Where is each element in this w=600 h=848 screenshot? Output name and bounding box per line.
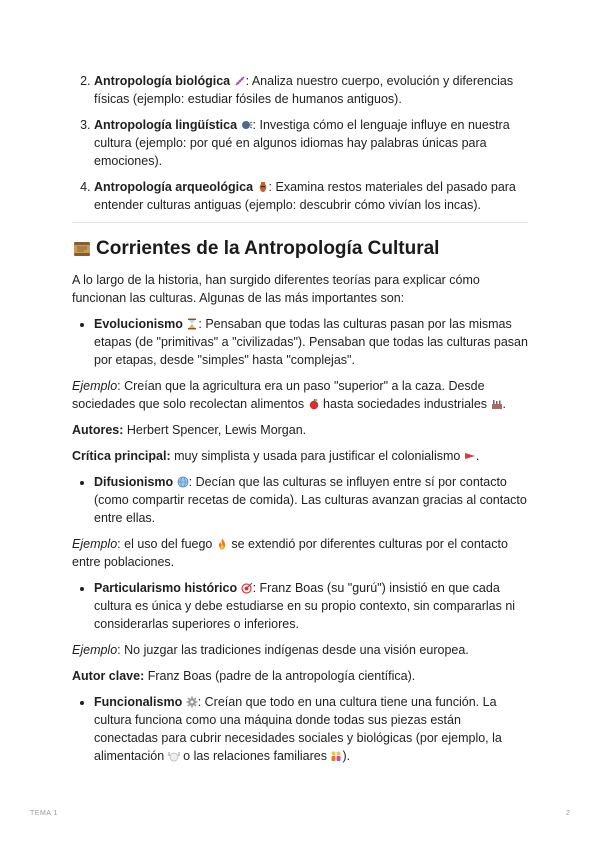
- example-particularismo: [72, 641, 528, 659]
- list-item: [94, 178, 528, 214]
- example-label: Ejemplo: [72, 537, 118, 551]
- list-item: [94, 693, 528, 765]
- example-label: Ejemplo: [72, 643, 118, 657]
- globe-icon: [177, 476, 189, 488]
- example-text: .: [502, 397, 507, 411]
- section-title: [72, 237, 528, 261]
- critique-text: muy simplista y usada para justificar el colonialismo: [170, 449, 461, 463]
- dna-icon: [234, 75, 246, 87]
- text-funcionalismo-2: o las relaciones familiares: [179, 749, 327, 763]
- text-biologica: : Analiza nuestro cuerpo, evolución y diferencias físicas (ejemplo: estudiar fósiles de humanos antiguos).: [94, 74, 514, 106]
- authors-evolucionismo: [72, 421, 528, 439]
- text-arqueologica: : Examina restos materiales del pasado para entender culturas antiguas (ejemplo: descubrir cómo vivían los incas).: [94, 180, 516, 212]
- author-text: Franz Boas (padre de la antropología científica).: [144, 669, 416, 683]
- hourglass-icon: [186, 318, 198, 330]
- example-evolucionismo: [72, 377, 528, 413]
- text-particularismo: : Franz Boas (su "gurú") insistió en que cada cultura es única y debe estudiarse en su propio contexto, sin compararlas ni considerarlas superiores o inferiores.: [94, 581, 516, 631]
- text-evolucionismo: : Pensaban que todas las culturas pasan por las mismas etapas (de "primitivas" a "civilizadas"). Pensaban que todas las culturas pasan por etapas, desde "simples" hasta "complejas".: [94, 317, 528, 367]
- flag-icon: [464, 450, 476, 462]
- difusionismo-list: [72, 473, 528, 527]
- author-label: Autor clave:: [72, 669, 145, 683]
- section-title-text: Corrientes de la Antropología Cultural: [96, 238, 440, 259]
- term-funcionalismo: Funcionalismo: [94, 695, 183, 709]
- example-text: : Creían que la agricultura era un paso "superior" a la caza. Desde sociedades que solo recolectan alimentos: [72, 379, 485, 411]
- authors-text: Herbert Spencer, Lewis Morgan.: [123, 423, 307, 437]
- evolucionismo-list: [72, 315, 528, 369]
- term-particularismo: Particularismo histórico: [94, 581, 238, 595]
- example-text: se extendió por diferentes culturas por el contacto entre poblaciones.: [72, 537, 508, 569]
- footer-section-label: TEMA 1: [30, 810, 58, 817]
- fire-icon: [216, 538, 228, 550]
- text-funcionalismo-1: : Creían que todo en una cultura tiene una función. La cultura funciona como una máquina donde todas sus piezas están conectadas para cubrir necesidades sociales y biológicas (por ejemplo, la alimentación: [94, 695, 502, 763]
- list-item: [94, 473, 528, 527]
- anthropology-types-list: [72, 72, 528, 214]
- section-intro: A lo largo de la historia, han surgido diferentes teorías para explicar cómo funcionan las culturas. Algunas de las más importantes son:: [72, 273, 480, 305]
- example-text: : el uso del fuego: [117, 537, 213, 551]
- authors-label: Autores:: [72, 423, 124, 437]
- list-item: [94, 72, 528, 108]
- author-particularismo: [72, 667, 528, 685]
- gear-icon: [186, 696, 198, 708]
- target-icon: [241, 582, 253, 594]
- list-item: [94, 579, 528, 633]
- page-number: 2: [566, 810, 570, 817]
- term-linguistica: Antropología lingüística: [94, 118, 238, 132]
- term-difusionismo: Difusionismo: [94, 475, 174, 489]
- example-text: : No juzgar las tradiciones indígenas desde una visión europea.: [117, 643, 469, 657]
- critique-label: Crítica principal:: [72, 449, 171, 463]
- example-difusionismo: [72, 535, 528, 571]
- term-biologica: Antropología biológica: [94, 74, 231, 88]
- particularismo-list: [72, 579, 528, 633]
- section-divider: [72, 222, 528, 223]
- amphora-icon: [257, 181, 269, 193]
- example-label: Ejemplo: [72, 379, 118, 393]
- critique-evolucionismo: [72, 447, 528, 465]
- apple-icon: [308, 398, 320, 410]
- speaking-head-icon: [241, 119, 253, 131]
- scroll-icon: [72, 239, 92, 259]
- term-evolucionismo: Evolucionismo: [94, 317, 183, 331]
- text-difusionismo: : Decían que las culturas se influyen entre sí por contacto (como compartir recetas de comida). Las culturas avanzan gracias al contacto entre ellas.: [94, 475, 527, 525]
- page-content: [72, 72, 528, 773]
- factory-icon: [491, 398, 503, 410]
- list-item: [94, 315, 528, 369]
- family-icon: [330, 750, 342, 762]
- text-linguistica: : Investiga cómo el lenguaje influye en nuestra cultura (ejemplo: por qué en algunos idiomas hay palabras únicas para emociones).: [94, 118, 510, 168]
- term-arqueologica: Antropología arqueológica: [94, 180, 254, 194]
- critique-end: .: [475, 449, 480, 463]
- example-text: hasta sociedades industriales: [319, 397, 488, 411]
- text-funcionalismo-3: ).: [342, 749, 351, 763]
- list-item: [94, 116, 528, 170]
- plate-icon: [168, 750, 180, 762]
- funcionalismo-list: [72, 693, 528, 765]
